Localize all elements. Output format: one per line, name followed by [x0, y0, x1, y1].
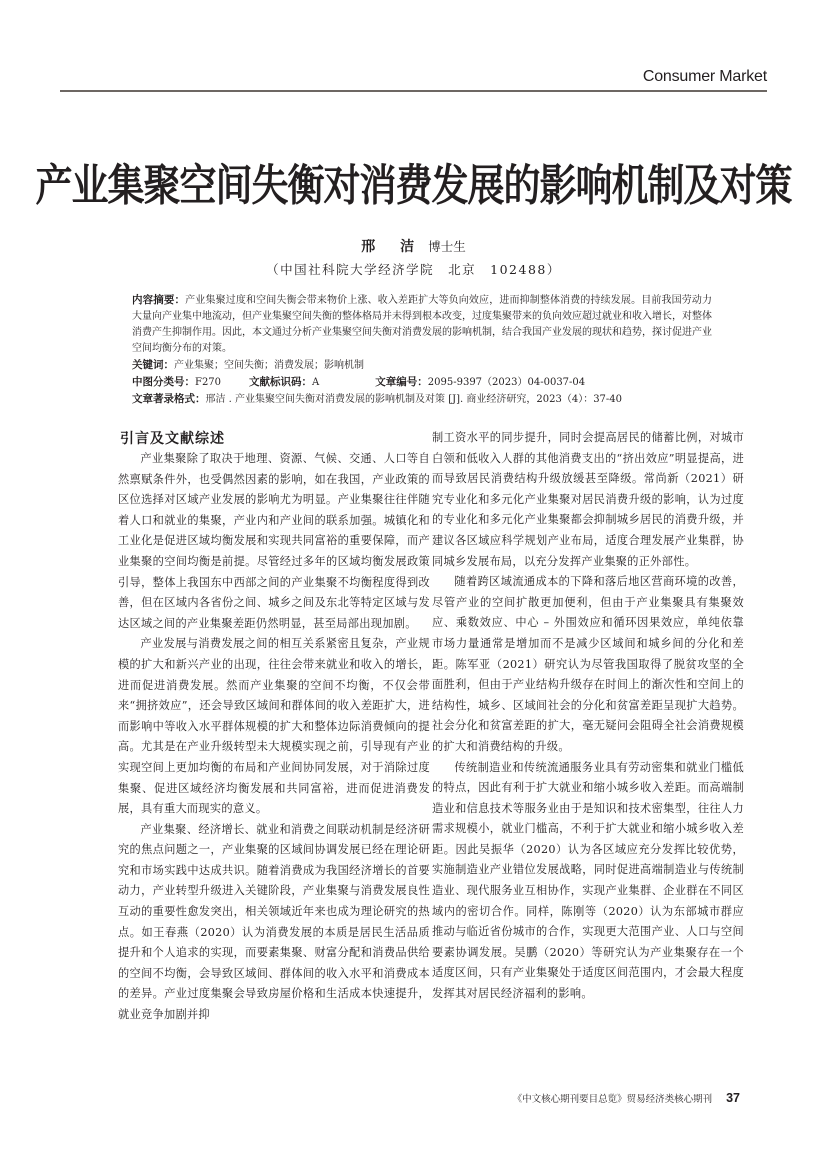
article-no-label: 文章编号：: [375, 376, 428, 388]
header-rule: [60, 90, 767, 92]
body-column-left: [118, 428, 430, 1026]
running-head: Consumer Market: [642, 68, 767, 85]
citation-text: 邢洁 . 产业集聚空间失衡对消费发展的影响机制及对策 [J]. 商业经济研究，2023（4）：37-40: [205, 394, 623, 405]
section-heading: 引言及文献综述: [120, 430, 225, 446]
body-paragraph-continued: 制工资水平的同步提升，同时会提高居民的储蓄比例，对城市白领和低收入人群的其他消费支出的“挤出效应”明显提高，进而导致居民消费结构升级放缓甚至降级。常尚新（2021）研究专业化和多元化产业集聚对居民消费升级的影响，认为过度的专业化和多元化产业集聚都会抑制城乡居民的消费升级，并建议各区域应科学规划产业布局，适度合理发展产业集群，协同城乡发展布局，以充分发挥产业集聚的正外部性。: [432, 431, 744, 568]
keywords: [132, 357, 712, 374]
keywords-text: 产业集聚；空间失衡；消费发展；影响机制: [174, 360, 364, 371]
body-paragraph: 随着跨区域流通成本的下降和落后地区营商环境的改善，尽管产业的空间扩散更加便利，但由于产业集聚具有集聚效应、乘数效应、中心 – 外围效应和循环因果效应，单纯依靠市场力量通常是增加而不是减少区域间和城乡间的分化和差距。陈军亚（2021）研究认为尽管我国取得了脱贫攻坚的全面胜利，但由于产业结构升级存在时间上的渐次性和空间上的结构性，城乡、区域间社会的分化和贫富差距呈现扩大趋势。社会分化和贫富差距的扩大，毫无疑问会阻碍全社会消费规模的扩大和消费结构的升级。: [432, 575, 744, 753]
abstract-block: [132, 292, 712, 408]
body-paragraph: 传统制造业和传统流通服务业具有劳动密集和就业门槛低的特点，因此有利于扩大就业和缩小城乡收入差距。而高端制造业和信息技术等服务业由于是知识和技术密集型，往往人力需求规模小，就业门槛高，不利于扩大就业和缩小城乡收入差距。因此吴振华（2020）认为各区域应充分发挥比较优势，实施制造业产业错位发展战略，同时促进高端制造业与传统制造业、现代服务业互相协作，实现产业集群、企业群在不同区域内的密切合作。同样，陈刚等（2020）认为东部城市群应推动与临近省份城市的合作，实现更大范围产业、人口与空间要素协调发展。吴鹏（2020）等研究认为产业集聚存在一个适度区间，只有产业集聚处于适度区间范围内，才会最大程度发挥其对居民经济福利的影响。: [432, 760, 744, 1001]
clc-label: 中图分类号：: [132, 376, 195, 388]
doc-code-label: 文献标识码：: [249, 376, 313, 388]
keywords-label: 关键词：: [132, 359, 174, 371]
doc-code-value: A: [312, 377, 320, 388]
article-title: 产业集聚空间失衡对消费发展的影响机制及对策: [35, 159, 792, 212]
page-number: 37: [726, 1091, 740, 1105]
clc-value: F270: [195, 377, 222, 388]
page-footer: [400, 1091, 740, 1105]
body-paragraph: 产业集聚除了取决于地理、资源、气候、交通、人口等自然禀赋条件外，也受偶然因素的影响，如在我国，产业政策的区位选择对区域产业发展的影响尤为明显。产业集聚往往伴随着人口和就业的集聚，产业内和产业间的联系加强。城镇化和工业化是促进区域均衡发展和实现共同富裕的重要保障，而产业集聚的空间均衡是前提。尽管经过多年的区域均衡发展政策引导，整体上我国东中西部之间的产业集聚不均衡程度得到改善，但在区域内各省份之间、城乡之间及东北等特定区域与发达区域之间的产业集聚差距仍然明显，甚至局部出现加剧。: [118, 452, 430, 630]
abstract: [132, 292, 712, 357]
body-paragraph: 产业发展与消费发展之间的相互关系紧密且复杂，产业规模的扩大和新兴产业的出现，往往会带来就业和收入的增长，进而促进消费发展。然而产业集聚的空间不均衡，不仅会带来“拥挤效应”，还会导致区域间和群体间的收入差距扩大，进而影响中等收入水平群体规模的扩大和整体边际消费倾向的提高。尤其是在产业升级转型未大规模实现之前，引导现有产业实现空间上更加均衡的布局和产业间协同发展，对于消除过度集聚、促进区域经济均衡发展和共同富裕，进而促进消费发展，具有重大而现实的意义。: [118, 637, 430, 816]
author-line: [0, 236, 827, 256]
body-column-right: [432, 428, 744, 1005]
author-name: 邢 洁: [361, 239, 425, 255]
citation-label: 文章著录格式：: [132, 393, 206, 405]
classification-row: [132, 374, 712, 391]
article-no-value: 2095-9397（2023）04-0037-04: [427, 377, 586, 388]
author-affiliation: （中国社科院大学经济学院 北京 102488）: [266, 262, 561, 277]
abstract-label: 内容摘要：: [132, 294, 186, 306]
journal-note: 《中文核心期刊要目总览》贸易经济类核心期刊: [512, 1094, 713, 1105]
author-title: 博士生: [428, 239, 466, 254]
abstract-text: 产业集聚过度和空间失衡会带来物价上涨、收入差距扩大等负向效应，进而抑制整体消费的持续发展。目前我国劳动力大量向产业集中地流动，但产业集聚空间失衡的整体格局并未得到根本改变，过度集聚带来的负向效应超过就业和收入增长，对整体消费产生抑制作用。因此，本文通过分析产业集聚空间失衡对消费发展的影响机制，结合我国产业发展的现状和趋势，探讨促进产业空间均衡分布的对策。: [132, 295, 713, 354]
citation-row: [132, 391, 712, 408]
body-paragraph: 产业集聚、经济增长、就业和消费之间联动机制是经济研究的焦点问题之一，产业集聚的区域间协调发展已经在理论研究和市场实践中达成共识。随着消费成为我国经济增长的首要动力，产业转型升级进入关键阶段，产业集聚与消费发展良性互动的重要性愈发突出，相关领域近年来也成为理论研究的热点。如王春燕（2020）认为消费发展的本质是居民生活品质提升和个人追求的实现，而要素集聚、财富分配和消费品供给的空间不均衡，会导致区域间、群体间的收入水平和消费成本的差异。产业过度集聚会导致房屋价格和生活成本快速提升，就业竞争加剧并抑: [118, 822, 430, 1022]
